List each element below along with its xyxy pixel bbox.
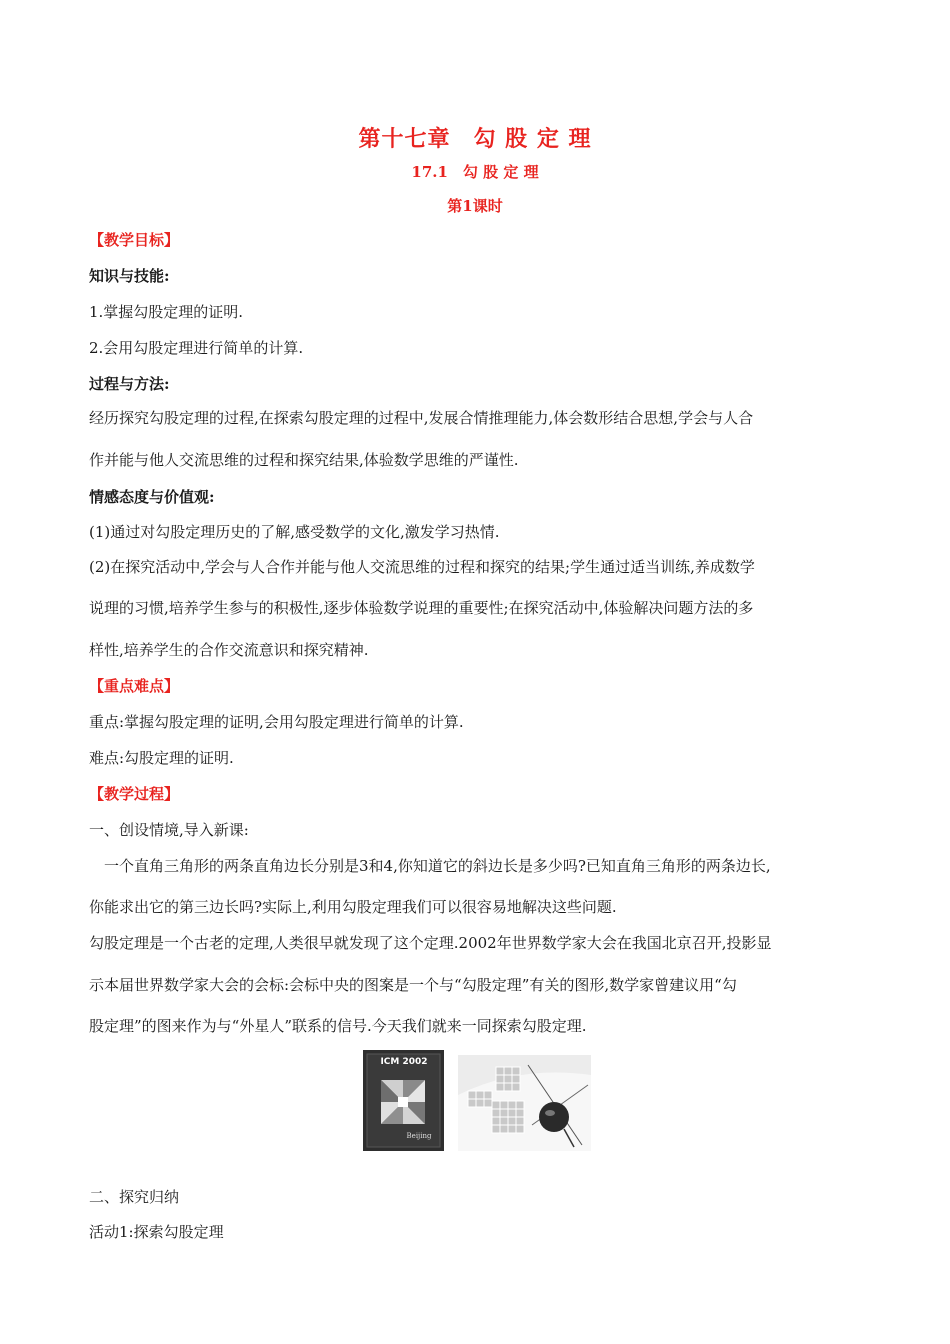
- satellite-graphic: [458, 1055, 591, 1151]
- activity1-title: 活动1:探索勾股定理: [89, 1223, 224, 1241]
- process-text-1: 经历探究勾股定理的过程,在探索勾股定理的过程中,发展合情推理能力,体会数形结合思想,学会与人合: [89, 409, 754, 427]
- emotion-item-2a: (2)在探究活动中,学会与人合作并能与他人交流思维的过程和探究的结果;学生通过适当训练,养成数学: [89, 558, 755, 576]
- step1-paragraph-1a: 一个直角三角形的两条直角边长分别是3和4,你知道它的斜边长是多少吗?已知直角三角形的两条边长,: [89, 857, 771, 875]
- step1-title: 一、创设情境,导入新课:: [89, 821, 249, 839]
- icm-2002-poster-image: [363, 1050, 444, 1151]
- key-header: 【重点难点】: [89, 677, 180, 695]
- emotion-item-1: (1)通过对勾股定理历史的了解,感受数学的文化,激发学习热情.: [89, 523, 500, 541]
- knowledge-item-1: 1.掌握勾股定理的证明.: [89, 303, 244, 321]
- emotion-header: 情感态度与价值观:: [89, 488, 215, 506]
- knowledge-item-2: 2.会用勾股定理进行简单的计算.: [89, 339, 304, 357]
- key-item-1: 重点:掌握勾股定理的证明,会用勾股定理进行简单的计算.: [89, 713, 464, 731]
- knowledge-header: 知识与技能:: [89, 267, 170, 285]
- chapter-title: 第十七章 勾 股 定 理: [358, 126, 592, 152]
- step1-paragraph-1b: 你能求出它的第三边长吗?实际上,利用勾股定理我们可以很容易地解决这些问题.: [89, 898, 617, 916]
- emotion-item-2c: 样性,培养学生的合作交流意识和探究精神.: [89, 641, 369, 659]
- process-section-header: 【教学过程】: [89, 785, 180, 803]
- step1-paragraph-2c: 股定理”的图来作为与“外星人”联系的信号.今天我们就来一同探索勾股定理.: [89, 1017, 587, 1035]
- lesson-title: 第1课时: [447, 197, 503, 215]
- step1-paragraph-2b: 示本届世界数学家大会的会标:会标中央的图案是一个与“勾股定理”有关的图形,数学家曾建议用“勾: [89, 976, 737, 994]
- poster-top-text: ICM 2002: [380, 1057, 428, 1067]
- poster-bottom-text: Beijing: [406, 1132, 432, 1140]
- process-text-2: 作并能与他人交流思维的过程和探究结果,体验数学思维的严谨性.: [89, 451, 519, 469]
- step2-title: 二、探究归纳: [89, 1188, 180, 1206]
- poster-graphic: [363, 1050, 444, 1151]
- goals-header: 【教学目标】: [89, 231, 180, 249]
- emotion-item-2b: 说理的习惯,培养学生参与的积极性,逐步体验数学说理的重要性;在探究活动中,体验解决问题方法的多: [89, 599, 754, 617]
- step1-paragraph-2a: 勾股定理是一个古老的定理,人类很早就发现了这个定理.2002年世界数学家大会在我国北京召开,投影显: [89, 934, 772, 952]
- key-item-2: 难点:勾股定理的证明.: [89, 749, 234, 767]
- satellite-signal-image: [458, 1055, 591, 1151]
- process-header: 过程与方法:: [89, 375, 170, 393]
- section-title: 17.1 勾 股 定 理: [411, 163, 539, 181]
